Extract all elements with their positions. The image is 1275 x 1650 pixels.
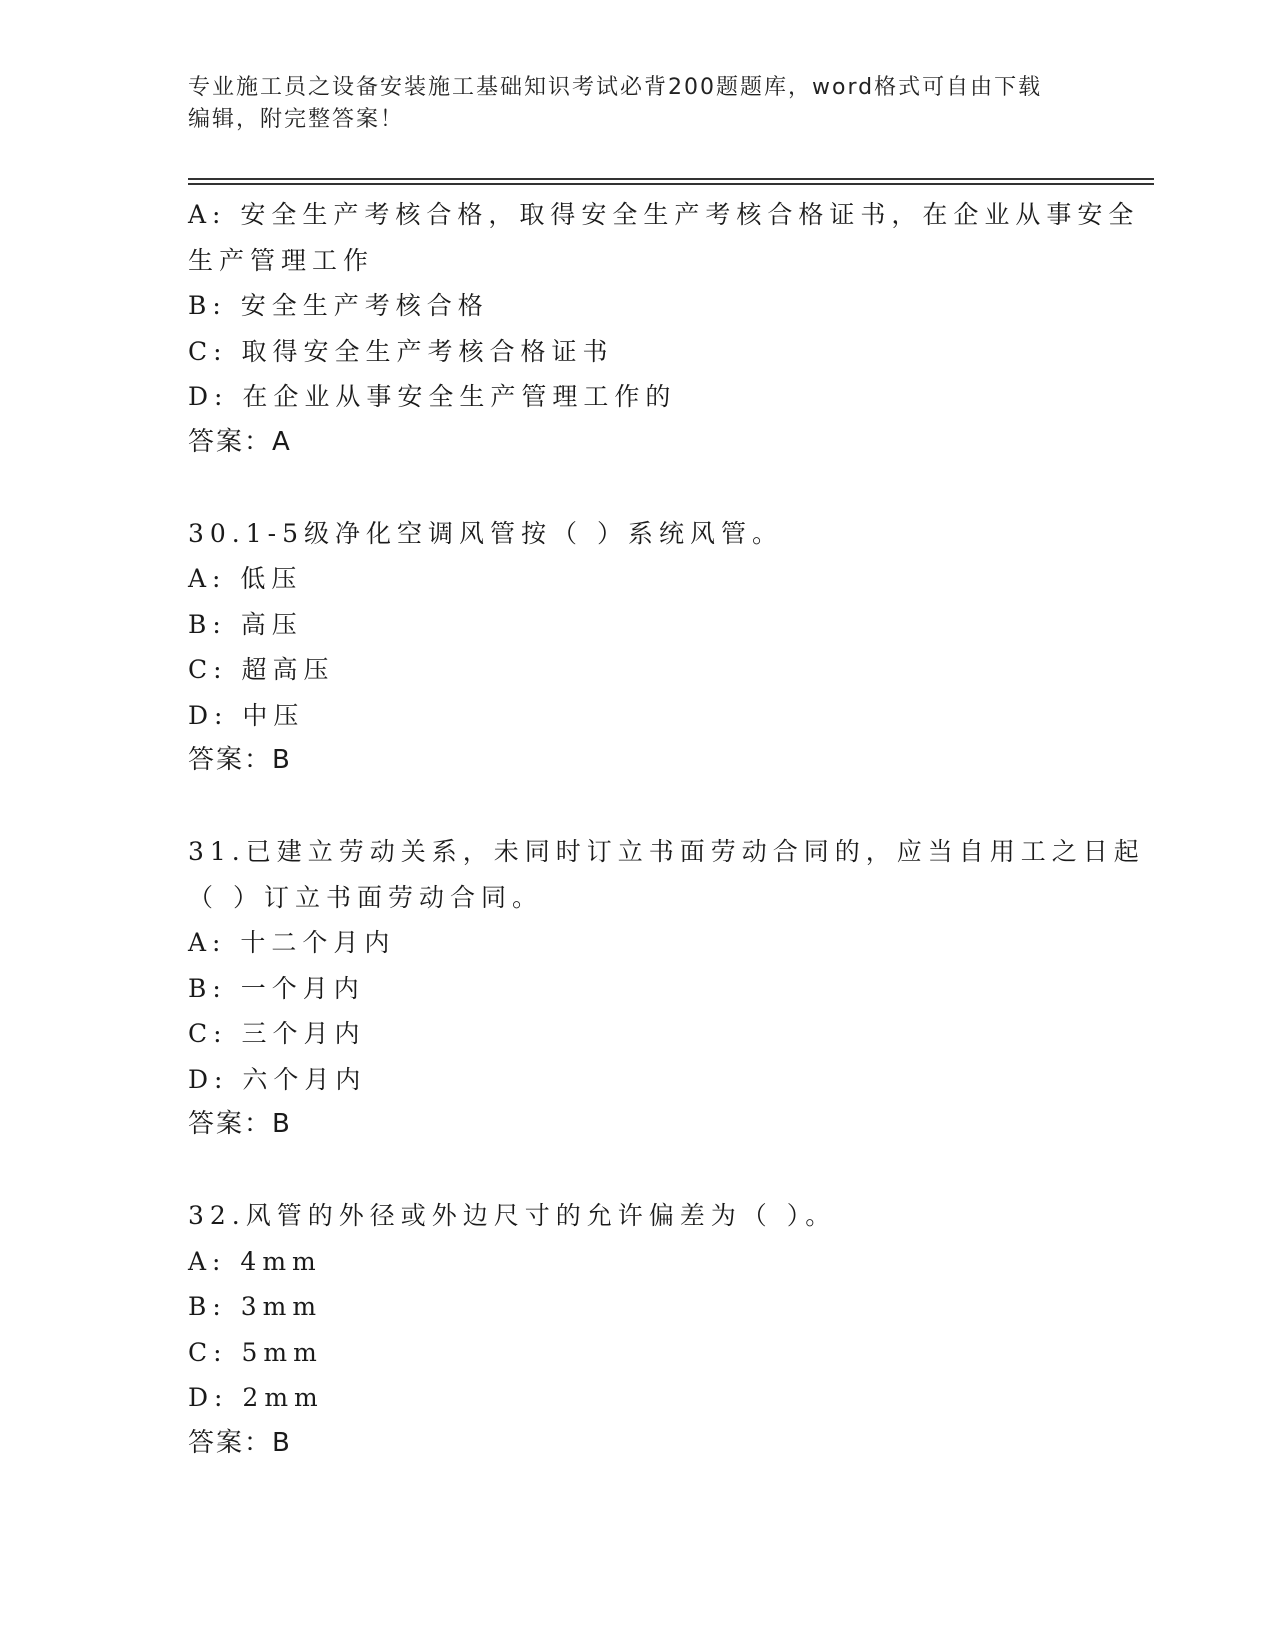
answer-label: 答案：B [188,1109,292,1139]
question-stem: 30.1-5级净化空调风管按（ ）系统风管。 [188,518,783,548]
question-stem: 32.风管的外径或外边尺寸的允许偏差为（ ）。 [188,1201,837,1230]
option-d: D: 六个月内 [188,1064,367,1094]
option-b: B: 高压 [188,609,303,639]
spacer [188,784,1118,830]
header-divider-top [188,178,1154,180]
option-c: C: 三个月内 [188,1019,366,1048]
question-stem: 31.已建立劳动关系，未同时订立书面劳动合同的，应当自用工之日起 [188,837,1145,866]
answer-label: 答案：B [188,1427,292,1458]
spacer [188,1148,1118,1194]
answer-label: 答案：B [188,745,292,775]
header-divider-bottom [188,183,1154,185]
header-title-line2: 编辑，附完整答案！ [188,107,405,132]
question-stem-continued: （ ）订立书面劳动合同。 [188,882,543,912]
question-32 [188,1193,1118,1466]
option-c: C: 超高压 [188,655,335,684]
option-d: D: 中压 [188,700,305,730]
question-31 [188,829,1145,1148]
answer-label: 答案：A [188,426,292,457]
option-b: B: 3mm [188,1292,323,1321]
option-b: B: 一个月内 [188,973,365,1003]
option-c: C: 5mm [188,1337,323,1367]
option-d: D: 2mm [188,1383,324,1412]
option-a: A: 4mm [188,1246,322,1276]
option-a: A: 安全生产考核合格，取得安全生产考核合格证书，在企业从事安全 [188,200,1140,229]
question-30 [188,511,1118,784]
option-a: A: 十二个月内 [188,928,396,957]
header-title-line1: 专业施工员之设备安装施工基础知识考试必背200题题库，word格式可自由下载 [188,75,1043,100]
question-list [188,192,1145,1466]
spacer [188,465,1118,511]
option-a-continued: 生产管理工作 [188,245,375,275]
option-a: A: 低压 [188,564,303,593]
option-b: B: 安全生产考核合格 [188,291,489,320]
document-header [188,72,1068,136]
option-d: D: 在企业从事安全生产管理工作的 [188,382,677,411]
question-29 [188,192,1140,465]
option-c: C: 取得安全生产考核合格证书 [188,336,614,366]
